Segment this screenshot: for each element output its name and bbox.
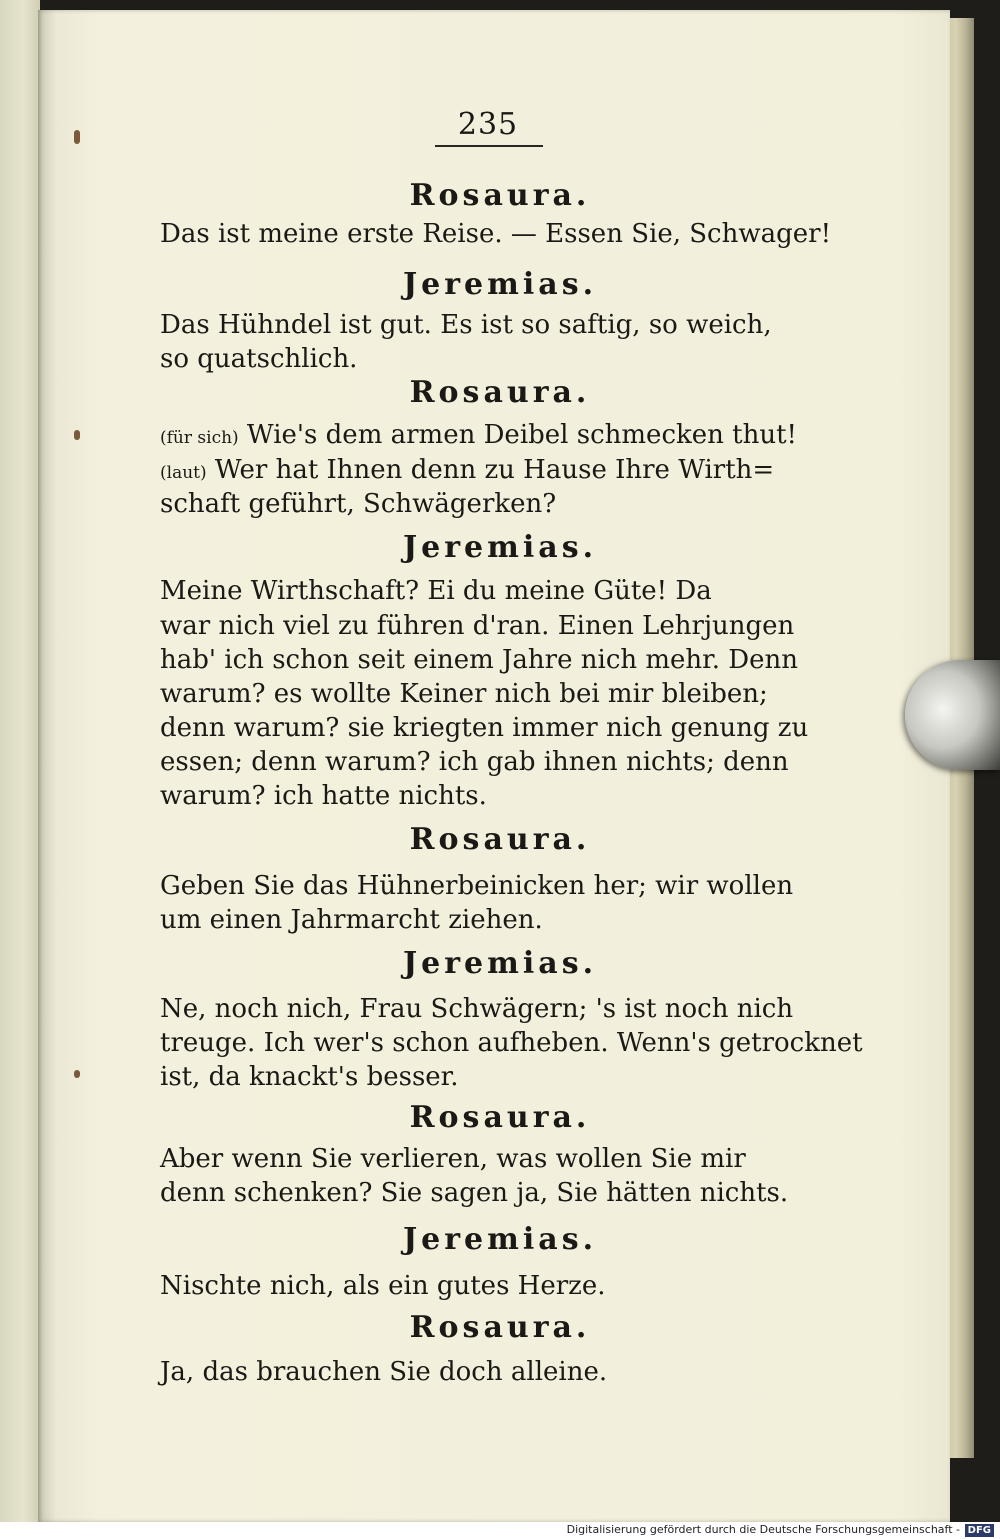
digitization-footer [0, 1522, 1000, 1539]
dialogue-line: Ne, noch nich, Frau Schwägern; 's ist noch nich [160, 994, 794, 1024]
speaker-name: Rosaura. [409, 178, 591, 213]
speaker-name: Rosaura. [409, 822, 591, 857]
facing-page-edge [0, 0, 40, 1522]
dialogue-line: Nischte nich, als ein gutes Herze. [160, 1271, 606, 1301]
dialogue-line: Das ist meine erste Reise. — Essen Sie, Schwager! [160, 219, 832, 249]
stage-direction: (für sich) [160, 428, 239, 448]
speaker-name: Rosaura. [409, 375, 591, 410]
dialogue-line: essen; denn warum? ich gab ihnen nichts; denn [160, 747, 789, 777]
dialogue-line: warum? ich hatte nichts. [160, 781, 487, 811]
funding-credit: Digitalisierung gefördert durch die Deutsche Forschungsgemeinschaft - [566, 1523, 960, 1536]
speaker-name: Jeremias. [402, 946, 598, 981]
dialogue-line: so quatschlich. [160, 344, 358, 374]
speaker-name: Jeremias. [402, 267, 598, 302]
dialogue-line: denn warum? sie kriegten immer nich genung zu [160, 713, 809, 743]
dialogue-line: Das Hühndel ist gut. Es ist so saftig, so weich, [160, 310, 772, 340]
page-number: 235 [457, 107, 519, 142]
dfg-logo: DFG [965, 1524, 994, 1537]
dialogue-line: denn schenken? Sie sagen ja, Sie hätten nichts. [160, 1178, 789, 1208]
speaker-name: Jeremias. [402, 530, 598, 565]
binding-stain [74, 430, 80, 440]
dialogue-line: Aber wenn Sie verlieren, was wollen Sie mir [160, 1144, 746, 1174]
dialogue-line: schaft geführt, Schwägerken? [160, 489, 557, 519]
binding-stain [74, 1070, 80, 1078]
dialogue-line: war nich viel zu führen d'ran. Einen Lehrjungen [160, 611, 795, 641]
dialogue-line: Meine Wirthschaft? Ei du meine Güte! Da [160, 576, 712, 606]
binding-stain [74, 130, 80, 144]
dialogue-line: ist, da knackt's besser. [160, 1062, 459, 1092]
stage-direction: (laut) [160, 463, 207, 483]
dialogue-line: um einen Jahrmarcht ziehen. [160, 905, 543, 935]
book-page [38, 10, 950, 1522]
speaker-name: Rosaura. [409, 1310, 591, 1345]
dialogue-line: Geben Sie das Hühnerbeinicken her; wir wollen [160, 871, 794, 901]
speaker-name: Rosaura. [409, 1100, 591, 1135]
dialogue-line: (laut) Wer hat Ihnen denn zu Hause Ihre Wirth= [160, 455, 775, 485]
speaker-name: Jeremias. [402, 1222, 598, 1257]
dialogue-line: treuge. Ich wer's schon aufheben. Wenn's getrocknet [160, 1028, 863, 1058]
dialogue-line: hab' ich schon seit einem Jahre nich mehr. Denn [160, 645, 799, 675]
dialogue-line: Ja, das brauchen Sie doch alleine. [160, 1357, 608, 1387]
dialogue-line: warum? es wollte Keiner nich bei mir bleiben; [160, 679, 768, 709]
dialogue-line: (für sich) Wie's dem armen Deibel schmecken thut! [160, 420, 797, 450]
header-rule [435, 145, 543, 147]
